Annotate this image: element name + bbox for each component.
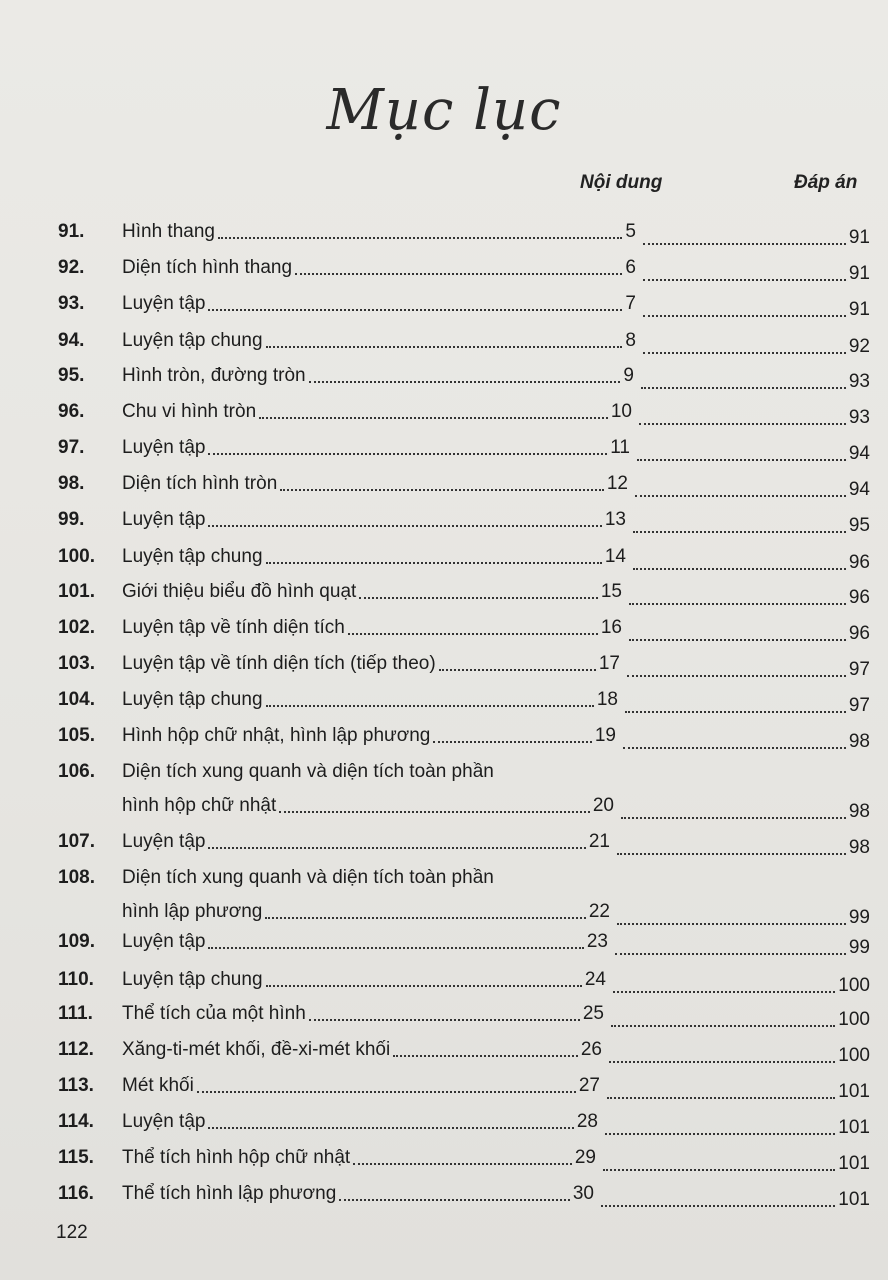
- entry-number: 115.: [58, 1147, 94, 1168]
- toc-entry[interactable]: [58, 650, 870, 678]
- leader-dots: [627, 675, 846, 677]
- entry-number: 113.: [58, 1075, 94, 1096]
- leader-dots: [615, 953, 846, 955]
- leader-dots: [433, 741, 592, 743]
- entry-number: 96.: [58, 401, 85, 422]
- entry-title: Thể tích của một hình: [122, 1003, 306, 1024]
- entry-answer-page: 98: [848, 731, 870, 752]
- entry-title: Giới thiệu biểu đồ hình quạt: [122, 581, 357, 602]
- entry-page-number: 9: [623, 365, 634, 386]
- entry-title: Diện tích xung quanh và diện tích toàn phần: [122, 761, 494, 782]
- entry-page-number: 21: [588, 831, 610, 852]
- leader-dots: [641, 387, 846, 389]
- leader-dots: [633, 568, 846, 570]
- entry-number: 91.: [58, 221, 85, 242]
- entry-number: 107.: [58, 831, 95, 852]
- entry-number: 99.: [58, 509, 85, 530]
- entry-answer-page: 92: [848, 336, 870, 357]
- toc-entry[interactable]: [58, 864, 870, 928]
- toc-entry[interactable]: [58, 1180, 870, 1208]
- entry-answer-page: 98: [848, 837, 870, 858]
- leader-dots: [601, 1205, 835, 1207]
- leader-dots: [266, 346, 623, 348]
- entry-page-number: 27: [578, 1075, 600, 1096]
- entry-page-number: 13: [604, 509, 626, 530]
- entry-number: 97.: [58, 437, 85, 458]
- toc-entry[interactable]: [58, 1108, 870, 1136]
- entry-title: Diện tích xung quanh và diện tích toàn phần: [122, 867, 494, 888]
- entry-page-number: 15: [600, 581, 622, 602]
- leader-dots: [309, 381, 621, 383]
- entry-answer-page: 101: [838, 1117, 870, 1138]
- leader-dots: [613, 991, 835, 993]
- toc-entry[interactable]: [58, 722, 870, 750]
- entry-page-number: 23: [586, 931, 608, 952]
- leader-dots: [266, 562, 602, 564]
- entry-title: Luyện tập: [122, 293, 206, 314]
- toc-entry[interactable]: [58, 470, 870, 498]
- toc-entry[interactable]: [58, 758, 870, 822]
- entry-page-number: 19: [594, 725, 616, 746]
- entry-answer-page: 100: [838, 1009, 870, 1030]
- entry-page-number: 16: [600, 617, 622, 638]
- entry-answer-page: 91: [848, 263, 870, 284]
- leader-dots: [353, 1163, 572, 1165]
- leader-dots: [643, 352, 846, 354]
- leader-dots: [266, 705, 594, 707]
- leader-dots: [280, 489, 604, 491]
- entry-answer-page: 95: [848, 515, 870, 536]
- entry-answer-page: 96: [848, 623, 870, 644]
- entry-number: 105.: [58, 725, 95, 746]
- toc-entry[interactable]: [58, 686, 870, 714]
- entry-answer-page: 91: [848, 299, 870, 320]
- leader-dots: [611, 1025, 835, 1027]
- leader-dots: [208, 847, 585, 849]
- entry-title: Luyện tập chung: [122, 546, 263, 567]
- toc-entry[interactable]: [58, 966, 870, 994]
- toc-entry[interactable]: [58, 828, 870, 856]
- entry-title-continued: hình hộp chữ nhật: [122, 795, 277, 816]
- entry-page-number: 5: [625, 221, 636, 242]
- entry-answer-page: 98: [848, 801, 870, 822]
- leader-dots: [393, 1055, 578, 1057]
- entry-number: 110.: [58, 969, 94, 990]
- entry-answer-page: 94: [848, 443, 870, 464]
- entry-title: Chu vi hình tròn: [122, 401, 257, 422]
- page-number: 122: [56, 1222, 88, 1243]
- leader-dots: [208, 309, 622, 311]
- entry-page-number: 8: [625, 330, 636, 351]
- entry-answer-page: 97: [848, 695, 870, 716]
- leader-dots: [605, 1133, 835, 1135]
- leader-dots: [339, 1199, 570, 1201]
- entry-page-number: 30: [572, 1183, 594, 1204]
- toc-entry[interactable]: [58, 578, 870, 606]
- entry-title: Thể tích hình hộp chữ nhật: [122, 1147, 351, 1168]
- entry-number: 92.: [58, 257, 85, 278]
- entry-answer-page: 94: [848, 479, 870, 500]
- page-title: Mục lục: [326, 78, 562, 143]
- entry-title: Thể tích hình lập phương: [122, 1183, 337, 1204]
- leader-dots: [603, 1169, 835, 1171]
- toc-entry[interactable]: [58, 543, 870, 571]
- entry-answer-page: 91: [848, 227, 870, 248]
- toc-entry[interactable]: [58, 1000, 870, 1028]
- leader-dots: [266, 985, 582, 987]
- entry-number: 111.: [58, 1003, 93, 1024]
- entry-page-number: 28: [576, 1111, 598, 1132]
- entry-page-number: 12: [606, 473, 628, 494]
- entry-title: Diện tích hình tròn: [122, 473, 278, 494]
- entry-page-number: 20: [592, 795, 614, 816]
- leader-dots: [359, 597, 598, 599]
- entry-number: 94.: [58, 330, 85, 351]
- entry-number: 102.: [58, 617, 95, 638]
- toc-entry[interactable]: [58, 506, 870, 534]
- entry-answer-page: 100: [838, 975, 870, 996]
- entry-answer-page: 101: [838, 1189, 870, 1210]
- entry-page-number: 29: [574, 1147, 596, 1168]
- leader-dots: [265, 917, 586, 919]
- leader-dots: [617, 853, 846, 855]
- entry-number: 116.: [58, 1183, 94, 1204]
- toc-entry[interactable]: [58, 434, 870, 462]
- entry-page-number: 22: [588, 901, 610, 922]
- entry-page-number: 10: [610, 401, 632, 422]
- entry-title: Luyện tập: [122, 437, 206, 458]
- leader-dots: [208, 947, 583, 949]
- entry-title: Luyện tập: [122, 831, 206, 852]
- toc-entry[interactable]: [58, 928, 870, 956]
- entry-page-number: 17: [598, 653, 620, 674]
- toc-entry[interactable]: [58, 1036, 870, 1064]
- entry-number: 103.: [58, 653, 95, 674]
- leader-dots: [208, 453, 607, 455]
- toc-entry[interactable]: [58, 1144, 870, 1172]
- leader-dots: [439, 669, 596, 671]
- leader-dots: [625, 711, 846, 713]
- entry-title: Xăng-ti-mét khối, đề-xi-mét khối: [122, 1039, 391, 1060]
- entry-number: 95.: [58, 365, 85, 386]
- content-column-header: Nội dung: [580, 172, 663, 193]
- entry-number: 93.: [58, 293, 85, 314]
- toc-entry[interactable]: [58, 398, 870, 426]
- toc-entry[interactable]: [58, 290, 870, 318]
- leader-dots: [629, 603, 846, 605]
- entry-page-number: 26: [580, 1039, 602, 1060]
- entry-title: Luyện tập về tính diện tích: [122, 617, 345, 638]
- leader-dots: [621, 817, 846, 819]
- entry-title: Luyện tập chung: [122, 969, 263, 990]
- leader-dots: [643, 279, 846, 281]
- leader-dots: [617, 923, 846, 925]
- entry-number: 100.: [58, 546, 95, 567]
- entry-number: 109.: [58, 931, 95, 952]
- leader-dots: [623, 747, 846, 749]
- entry-number: 98.: [58, 473, 85, 494]
- entry-title: Hình hộp chữ nhật, hình lập phương: [122, 725, 431, 746]
- leader-dots: [635, 495, 846, 497]
- entry-number: 114.: [58, 1111, 94, 1132]
- leader-dots: [218, 237, 622, 239]
- entry-page-number: 7: [625, 293, 636, 314]
- entry-title: Luyện tập về tính diện tích (tiếp theo): [122, 653, 436, 674]
- entry-title: Luyện tập chung: [122, 330, 263, 351]
- leader-dots: [295, 273, 622, 275]
- entry-answer-page: 101: [838, 1081, 870, 1102]
- leader-dots: [208, 1127, 573, 1129]
- entry-title: Hình thang: [122, 221, 215, 242]
- entry-title: Luyện tập: [122, 509, 206, 530]
- entry-title: Mét khối: [122, 1075, 194, 1096]
- entry-answer-page: 93: [848, 407, 870, 428]
- entry-title: Hình tròn, đường tròn: [122, 365, 306, 386]
- entry-answer-page: 96: [848, 587, 870, 608]
- entry-number: 108.: [58, 867, 95, 888]
- entry-page-number: 24: [584, 969, 606, 990]
- answer-column-header: Đáp án: [794, 172, 858, 193]
- entry-page-number: 11: [610, 437, 630, 458]
- entry-page-number: 14: [604, 546, 626, 567]
- leader-dots: [348, 633, 598, 635]
- toc-entry[interactable]: [58, 218, 870, 246]
- leader-dots: [609, 1061, 835, 1063]
- toc-entry[interactable]: [58, 1072, 870, 1100]
- leader-dots: [637, 459, 846, 461]
- toc-entry[interactable]: [58, 327, 870, 355]
- leader-dots: [279, 811, 590, 813]
- toc-entry[interactable]: [58, 254, 870, 282]
- entry-page-number: 25: [582, 1003, 604, 1024]
- entry-title: Luyện tập: [122, 1111, 206, 1132]
- leader-dots: [639, 423, 846, 425]
- leader-dots: [197, 1091, 576, 1093]
- entry-page-number: 6: [625, 257, 636, 278]
- entry-number: 104.: [58, 689, 95, 710]
- leader-dots: [643, 315, 846, 317]
- entry-answer-page: 97: [848, 659, 870, 680]
- entry-answer-page: 93: [848, 371, 870, 392]
- leader-dots: [643, 243, 846, 245]
- entry-number: 112.: [58, 1039, 94, 1060]
- entry-answer-page: 99: [848, 937, 870, 958]
- entry-answer-page: 99: [848, 907, 870, 928]
- entry-answer-page: 96: [848, 552, 870, 573]
- entry-number: 106.: [58, 761, 95, 782]
- entry-page-number: 18: [596, 689, 618, 710]
- entry-title: Luyện tập: [122, 931, 206, 952]
- entry-answer-page: 101: [838, 1153, 870, 1174]
- leader-dots: [633, 531, 846, 533]
- entry-title: Diện tích hình thang: [122, 257, 293, 278]
- entry-answer-page: 100: [838, 1045, 870, 1066]
- leader-dots: [629, 639, 846, 641]
- toc-entry[interactable]: [58, 362, 870, 390]
- entry-number: 101.: [58, 581, 95, 602]
- leader-dots: [607, 1097, 835, 1099]
- entry-title-continued: hình lập phương: [122, 901, 263, 922]
- leader-dots: [208, 525, 601, 527]
- leader-dots: [259, 417, 608, 419]
- entry-title: Luyện tập chung: [122, 689, 263, 710]
- leader-dots: [309, 1019, 580, 1021]
- toc-entry[interactable]: [58, 614, 870, 642]
